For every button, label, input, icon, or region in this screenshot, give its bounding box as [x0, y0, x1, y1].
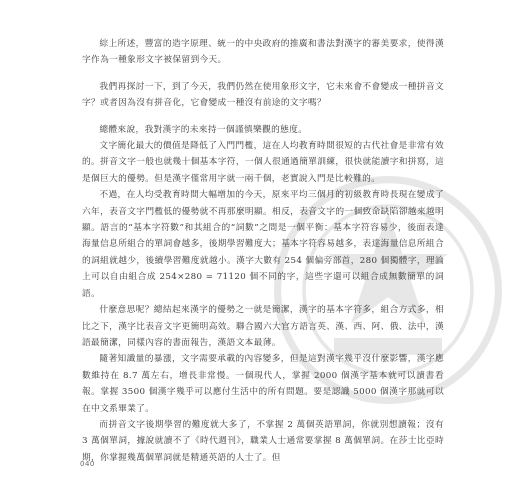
paragraph-8: 而拼音文字後期學習的難度就大多了，不掌握 2 萬個英語單詞，你就別想讀報；沒有 3 萬個單詞，據說就讀不了《時代週刊》，職業人士通常要掌握 8 萬個單詞。在莎士比亞時期，你掌握幾萬個單詞就是精通英語的人士了。但 [82, 419, 444, 463]
paragraph-1: 綜上所述，豐富的造字原理、統一的中央政府的推廣和書法對漢字的審美要求，使得漢字作為一種象形文字被保留到今天。 [82, 39, 444, 66]
paragraph-2: 我們再探討一下，到了今天，我們仍然在使用象形文字，它未來會不會變成一種拼音文字？或者因為沒有拼音化，它會變成一種沒有前途的文字嗎？ [82, 81, 444, 109]
paragraph-6: 什麼意思呢？總結起來漢字的優勢之一就是簡潔，漢字的基本字符多，組合方式多，相比之下，漢字比表音文字更簡明高效。聯合國六大官方語言英、漢、西、阿、俄、法中，漢語最簡潔，同樣內容的書面報告，漢語文本最薄。 [82, 305, 444, 348]
body-text [82, 36, 444, 466]
paragraph-5: 不過，在人均受教育時間大幅增加的今天，原來平均三個月的初級教育時長現在變成了六年，表音文字門檻低的優勢就不再那麼明顯。相反，表音文字的一個致命缺陷卻越來越明顯。語言的“基本字符數”和其組合的“詞數”之間是一個平衡：基本字符容易少，後面表達海量信息所組合的單詞會越多，後期學習難度大；基本字符容易越多，表達海量信息所組合的詞組就越少，後續學習難度就越小。漢字大數有 254 個偏旁部首，280 個獨體字，理論上可以自由組合成 254×280 = 71120 個不同的字，這些字還可以組合成無數簡單的詞語。 [82, 190, 444, 299]
page-number: 040 [80, 460, 95, 468]
paragraph-4: 文字簡化最大的價值是降低了入門門檻，這在人均教育時間很短的古代社會是非常有效的。拼音文字一般也就幾十個基本字符，一個人很通過簡單訓練，很快就能讀字和拼寫，這是個巨大的優勢。但是漢字僅常用字就一兩千個，老實說入門是比較難的。 [82, 141, 444, 184]
paragraph-7: 隨著知識量的暴漲，文字需要承載的內容變多，但是這對漢字幾乎沒什麼影響，漢字應數維持在 8.7 萬左右，增長非常慢。一個現代人，掌握 2000 個漢字基本就可以讀書看報。掌握 3500 個漢字幾乎可以應付生活中的所有問題。要是認識 5000 個漢字那就可以在中文系畢業了。 [82, 354, 444, 414]
paragraph-3: 總體來說，我對漢字的未來持一個謹慎樂觀的態度。 [99, 124, 308, 135]
